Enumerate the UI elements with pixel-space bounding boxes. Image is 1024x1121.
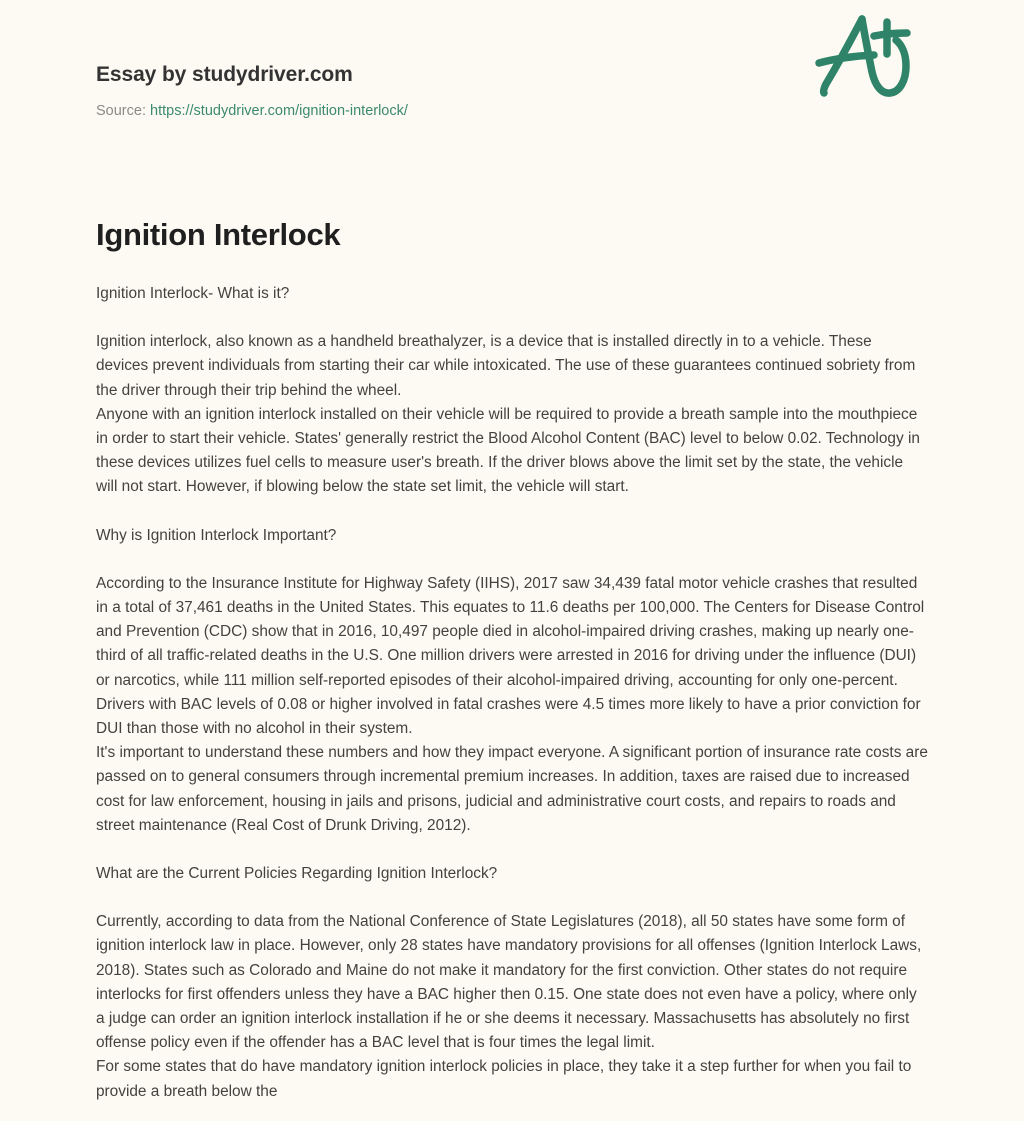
paragraph: Ignition interlock, also known as a handheld breathalyzer, is a device that is installed directly in to a vehicle. These devices prevent individuals from starting their car while intoxicated. The use of these guarantees continued sobriety from the driver through their trip behind the wheel. [96,333,916,399]
paragraph: According to the Insurance Institute for Highway Safety (IIHS), 2017 saw 34,439 fatal motor vehicle crashes that resulted in a total of 37,461 deaths in the United States. This equates to 11.6 deaths per 100,000. The Centers for Disease Control and Prevention (CDC) show that in 2016, 10,497 people died in alcohol-impaired driving crashes, making up nearly one-third of all traffic-related deaths in the U.S. One million drivers were arrested in 2016 for driving under the influence (DUI) or narcotics, while 111 million self-reported episodes of their alcohol-impaired driving, accounting for only one-percent. Drivers with BAC levels of 0.08 or higher involved in fatal crashes were 4.5 times more likely to have a prior conviction for DUI than those with no alcohol in their system. [96,574,925,738]
paragraph-truncated: For some states that do have mandatory ignition interlock policies in place, they take it a step further for when you fail to provide a breath below the [96,1058,912,1100]
brand-title: Essay by studydriver.com [96,63,353,86]
section-heading: Why is Ignition Interlock Important? [96,526,337,544]
source-line [96,102,928,120]
page-title: Ignition Interlock [96,217,341,252]
section-body [96,330,928,499]
section-heading: Ignition Interlock- What is it? [96,285,290,302]
paragraph: Anyone with an ignition interlock installed on their vehicle will be required to provide a breath sample into the mouthpiece in order to start their vehicle. States' generally restrict the Blood Alcohol Content (BAC) level to below 0.02. Technology in these devices utilizes fuel cells to measure user's breath. If the driver blows above the limit set by the state, the vehicle will not start. However, if blowing below the state set limit, the vehicle will start. [96,405,920,496]
section-body [96,572,928,838]
source-url-link[interactable]: https://studydriver.com/ignition-interlock/ [150,103,408,119]
paragraph: Currently, according to data from the National Conference of State Legislatures (2018), all 50 states have some form of ignition interlock law in place. However, only 28 states have mandatory provisions for all offenses (Ignition Interlock Laws, 2018). States such as Colorado and Maine do not make it mandatory for the first conviction. Other states do not require interlocks for first offenders unless they have a BAC higher then 0.15. One state does not even have a policy, where only a judge can order an ignition interlock installation if he or she deems it necessary. Massachusetts has absolutely no first offense policy even if the offender has a BAC level that is four times the legal limit. [96,913,922,1052]
document-header [96,0,928,118]
document-body [96,254,928,1104]
source-label: Source: [96,103,146,119]
section-body [96,910,928,1104]
paragraph: It's important to understand these numbers and how they impact everyone. A significant portion of insurance rate costs are passed on to general consumers through incremental premium increases. In addition, taxes are raised due to increased cost for law enforcement, housing in jails and prisons, judicial and administrative court costs, and repairs to roads and street maintenance (Real Cost of Drunk Driving, 2012). [96,744,928,834]
a-plus-logo-icon [808,6,928,106]
section-heading: What are the Current Policies Regarding Ignition Interlock? [96,865,498,883]
